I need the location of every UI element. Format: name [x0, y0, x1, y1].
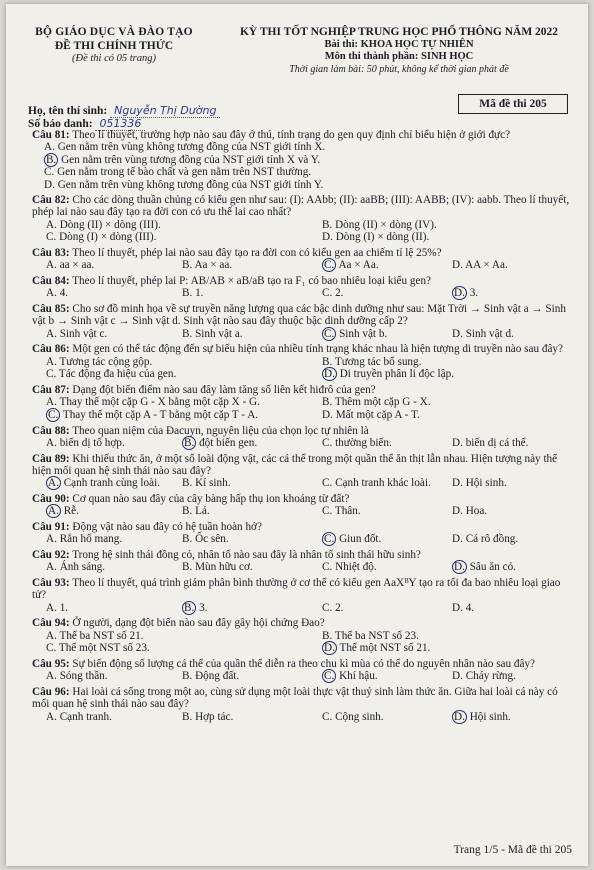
question-number: Câu 95:: [32, 658, 70, 671]
question-stem: [32, 658, 572, 670]
subject-title: Bài thi: KHOA HỌC TỰ NHIÊN: [324, 39, 474, 50]
ministry-name: BỘ GIÁO DỤC VÀ ĐÀO TẠO: [35, 26, 193, 38]
option-text: 1.: [56, 601, 69, 614]
question-text: Trong hệ sinh thái đồng cỏ, nhân tố nào sau đây là nhân tố sinh thái hữu sinh?: [69, 549, 421, 562]
option-text: aa × aa.: [56, 259, 95, 272]
answer-option[interactable]: [452, 259, 508, 271]
option-text: Rắn hổ mang.: [56, 533, 123, 546]
answer-option[interactable]: [32, 141, 572, 153]
question-text: Sự biến động số lượng cá thể của quần thể diễn ra theo chu kì mùa có thể do nguyên nhân nào sau đây?: [69, 658, 536, 671]
question-item: [32, 247, 572, 272]
option-letter: A.: [46, 396, 57, 409]
exam-code-box: Mã đề thi 205: [458, 94, 568, 114]
answer-option[interactable]: [46, 711, 112, 723]
question-stem: [32, 521, 572, 533]
question-item: [32, 617, 572, 655]
option-letter: B.: [322, 355, 333, 368]
option-text: Dòng (I) × dòng (II).: [332, 231, 430, 244]
question-stem: [32, 384, 572, 396]
question-item: [32, 303, 572, 340]
option-text: Sinh vật b.: [336, 327, 388, 340]
option-letter: A.: [48, 477, 59, 490]
answer-option[interactable]: [46, 477, 160, 489]
option-letter: A.: [46, 601, 57, 614]
option-letter: A.: [46, 710, 57, 723]
option-text: thường biến.: [332, 437, 392, 450]
question-text: Theo quan niệm của Đacuyn, nguyên liệu của chọn lọc tự nhiên là: [69, 424, 369, 437]
option-text: biến dị tổ hợp.: [56, 437, 125, 450]
option-text: Di truyền phân li độc lập.: [336, 368, 455, 381]
option-text: Cộng sinh.: [332, 710, 384, 723]
option-text: Cạnh tranh cùng loài.: [60, 477, 160, 490]
option-letter: D.: [322, 231, 333, 244]
question-item: [32, 194, 572, 244]
option-letter: A.: [46, 437, 57, 450]
option-letter: B.: [322, 218, 333, 231]
option-text: Kí sinh.: [192, 477, 231, 490]
answer-option[interactable]: [452, 602, 474, 614]
option-text: AA × Aa.: [462, 259, 508, 272]
option-letter: A.: [46, 259, 57, 272]
option-letter: A.: [46, 670, 57, 683]
question-number: Câu 85:: [32, 303, 70, 316]
answer-option[interactable]: [182, 505, 210, 517]
option-text: đột biến gen.: [196, 437, 258, 450]
answer-option[interactable]: [182, 533, 229, 545]
option-text: 4.: [462, 601, 475, 614]
answer-option[interactable]: [46, 219, 161, 231]
answer-option[interactable]: [46, 602, 68, 614]
header-right: [218, 26, 580, 75]
option-letter: B.: [322, 396, 333, 409]
answer-option[interactable]: [322, 642, 430, 654]
question-stem: [32, 425, 572, 437]
answer-option[interactable]: [46, 368, 176, 380]
question-item: [32, 577, 572, 614]
answer-option[interactable]: [46, 396, 260, 408]
option-row: [32, 409, 572, 422]
option-row: [32, 630, 572, 643]
option-text: Ốc sên.: [192, 533, 229, 546]
option-letter: D.: [452, 670, 463, 683]
option-letter: C.: [46, 368, 57, 381]
option-row: [32, 642, 572, 655]
option-text: Aa × aa.: [192, 259, 233, 272]
answer-option[interactable]: [46, 328, 107, 340]
option-row: [32, 396, 572, 409]
page-count: (Đề thi có 05 trang): [72, 53, 156, 64]
option-letter: D.: [454, 287, 465, 300]
name-value[interactable]: Nguyễn Thị Dường: [110, 104, 220, 118]
answer-option[interactable]: [182, 711, 233, 723]
official-label: ĐỀ THI CHÍNH THỨC: [54, 40, 174, 52]
question-stem: [32, 275, 572, 287]
answer-option[interactable]: [46, 670, 108, 682]
question-item: [32, 425, 572, 450]
option-text: Gen nằm trên vùng tương đồng của NST giới tính X và Y.: [58, 153, 321, 166]
answer-option[interactable]: [322, 231, 429, 243]
option-letter: A.: [48, 505, 59, 518]
option-letter: B.: [322, 629, 333, 642]
answer-option[interactable]: [452, 533, 518, 545]
question-item: [32, 384, 572, 422]
option-text: Thể một NST số 21.: [336, 642, 431, 655]
option-row: [32, 368, 572, 381]
option-letter: A.: [46, 287, 57, 300]
option-text: Thể ba NST số 21.: [56, 629, 144, 642]
answer-option[interactable]: [182, 328, 243, 340]
question-stem: [32, 493, 572, 505]
question-stem: [32, 577, 572, 602]
option-letter: D.: [452, 477, 463, 490]
option-text: Thân.: [332, 505, 361, 518]
answer-option[interactable]: [322, 533, 381, 545]
answer-option[interactable]: [182, 477, 231, 489]
option-text: Dòng (I) × dòng (III).: [56, 231, 157, 244]
option-text: Hoa.: [462, 505, 488, 518]
answer-option[interactable]: [452, 711, 511, 723]
option-row: [32, 328, 572, 341]
option-letter: D.: [452, 259, 463, 272]
answer-option[interactable]: [322, 602, 343, 614]
option-text: Gen nằm trong tế bào chất và gen nằm trên NST thường.: [54, 166, 312, 179]
option-letter: C.: [322, 710, 333, 723]
question-text: Theo lí thuyết, trường hợp nào sau đây ở thú, tính trạng do gen quy định chỉ biểu hiện ở giới đực?: [69, 129, 511, 141]
option-text: Dòng (II) × dòng (III).: [56, 218, 161, 231]
question-item: [32, 343, 572, 381]
option-letter: A.: [46, 561, 57, 574]
answer-option[interactable]: [46, 259, 94, 271]
option-letter: C.: [322, 437, 333, 450]
answer-option[interactable]: [452, 561, 516, 573]
name-label: Họ, tên thí sinh:: [28, 105, 108, 117]
answer-option[interactable]: [46, 630, 144, 642]
option-letter: B.: [182, 327, 193, 340]
answer-option[interactable]: [322, 409, 420, 421]
option-letter: C.: [322, 287, 333, 300]
option-text: 3.: [196, 601, 208, 614]
option-letter: B.: [182, 477, 193, 490]
option-text: Hợp tác.: [192, 710, 234, 723]
question-number: Câu 83:: [32, 247, 70, 260]
question-number: Câu 91:: [32, 521, 70, 534]
option-text: Tác động đa hiệu của gen.: [56, 368, 177, 381]
question-stem: [32, 129, 572, 141]
option-letter: C.: [322, 477, 333, 490]
answer-option[interactable]: [322, 711, 384, 723]
answer-option[interactable]: [182, 259, 232, 271]
option-text: biến dị cá thể.: [462, 437, 529, 450]
answer-option[interactable]: [46, 437, 125, 449]
answer-option[interactable]: [46, 231, 156, 243]
answer-option[interactable]: [46, 533, 122, 545]
question-text: Hai loài cá sống trong một ao, cùng sử dụng một loài thực vật thuỷ sinh làm thức ăn. Giữa hai loài cá này có mối quan hệ sinh thái nào sau đây?: [32, 686, 558, 711]
question-number: Câu 86:: [32, 343, 70, 356]
option-letter: B.: [182, 505, 193, 518]
answer-option[interactable]: [322, 670, 378, 682]
option-letter: A.: [46, 533, 57, 546]
option-letter: B.: [182, 533, 193, 546]
option-letter: C.: [46, 642, 57, 655]
question-number: Câu 84:: [32, 275, 70, 288]
question-number: Câu 92:: [32, 549, 70, 562]
option-row: [32, 477, 572, 490]
option-text: Nhiệt độ.: [332, 561, 377, 574]
exam-title: KỲ THI TỐT NGHIỆP TRUNG HỌC PHỔ THÔNG NĂM 2022: [239, 26, 559, 38]
option-letter: A.: [46, 629, 57, 642]
option-text: Sinh vật c.: [56, 327, 108, 340]
time-note: Thời gian làm bài: 50 phút, không kể thời gian phát đề: [289, 64, 509, 75]
option-letter: D.: [454, 710, 465, 723]
answer-option[interactable]: [182, 437, 257, 449]
option-row: [32, 219, 572, 232]
question-stem: [32, 247, 572, 259]
option-row: [32, 602, 572, 615]
option-text: 3.: [466, 287, 479, 300]
option-letter: B.: [182, 287, 193, 300]
question-item: [32, 521, 572, 546]
option-text: Hội sinh.: [462, 477, 507, 490]
question-number: Câu 90:: [32, 493, 70, 506]
answer-option[interactable]: [322, 437, 392, 449]
option-text: Cháy rừng.: [462, 670, 516, 683]
answer-option[interactable]: [452, 670, 516, 682]
answer-option[interactable]: [322, 630, 419, 642]
question-item: [32, 275, 572, 300]
component-title: Môn thi thành phần: SINH HỌC: [324, 51, 474, 62]
option-letter: B.: [182, 259, 193, 272]
option-letter: A.: [46, 218, 57, 231]
option-text: Sinh vật a.: [192, 327, 243, 340]
option-letter: B.: [182, 670, 193, 683]
answer-option[interactable]: [32, 166, 572, 178]
option-letter: C.: [322, 561, 333, 574]
option-letter: A.: [44, 141, 55, 154]
option-letter: D.: [454, 561, 465, 574]
question-stem: [32, 617, 572, 629]
option-letter: C.: [324, 670, 335, 683]
option-text: 2.: [332, 287, 344, 300]
option-letter: D.: [452, 505, 463, 518]
question-item: [32, 686, 572, 723]
answer-option[interactable]: [322, 287, 343, 299]
option-text: 2.: [332, 601, 344, 614]
option-letter: D.: [452, 601, 463, 614]
question-item: [32, 658, 572, 683]
answer-option[interactable]: [182, 561, 253, 573]
option-letter: D.: [322, 409, 333, 422]
question-list: [32, 126, 572, 723]
id-label: Số báo danh:: [28, 118, 93, 130]
option-row: [32, 259, 572, 272]
option-row: [32, 437, 572, 450]
answer-option[interactable]: [32, 154, 572, 166]
answer-option[interactable]: [322, 396, 431, 408]
question-text: Cơ quan nào sau đây của cây bàng hấp thụ ion khoáng từ đất?: [69, 493, 350, 506]
answer-option[interactable]: [322, 328, 387, 340]
answer-option[interactable]: [46, 561, 105, 573]
option-text: Dòng (II) × dòng (IV).: [332, 218, 437, 231]
answer-option[interactable]: [46, 505, 79, 517]
option-text: Cạnh tranh khác loài.: [332, 477, 431, 490]
option-letter: B.: [182, 710, 193, 723]
question-stem: [32, 453, 572, 478]
option-letter: D.: [324, 642, 335, 655]
question-text: Dạng đột biến điểm nào sau đây làm tăng số liên kết hiđrô của gen?: [69, 384, 376, 397]
answer-option[interactable]: [452, 287, 478, 299]
answer-option[interactable]: [46, 409, 258, 421]
header-left: [24, 26, 204, 64]
question-number: Câu 94:: [32, 617, 70, 630]
option-letter: D.: [44, 178, 55, 191]
question-number: Câu 88:: [32, 424, 70, 437]
option-text: Gen nằm trên vùng không tương đồng của NST giới tính Y.: [54, 178, 324, 191]
option-text: Khí hậu.: [336, 670, 378, 683]
option-row: [32, 533, 572, 546]
option-text: Lá.: [192, 505, 210, 518]
question-stem: [32, 194, 572, 219]
question-text: Theo lí thuyết, phép lai P: AB/AB × aB/aB tạo ra F₁ có bao nhiêu loại kiểu gen?: [69, 275, 432, 288]
option-text: Thay thế một cặp A - T bằng một cặp T - A.: [60, 409, 259, 422]
question-number: Câu 87:: [32, 384, 70, 397]
question-item: [32, 493, 572, 518]
option-letter: C.: [322, 505, 333, 518]
option-text: Hội sinh.: [466, 710, 511, 723]
question-stem: [32, 686, 572, 711]
answer-option[interactable]: [322, 505, 361, 517]
answer-option[interactable]: [46, 287, 68, 299]
option-letter: C.: [44, 166, 55, 179]
option-text: Thể một NST số 23.: [56, 642, 150, 655]
option-row: [32, 670, 572, 683]
question-number: Câu 96:: [32, 686, 70, 699]
option-row: [32, 711, 572, 724]
option-row: [32, 287, 572, 300]
option-letter: C.: [322, 601, 333, 614]
answer-option[interactable]: [452, 437, 528, 449]
question-item: [32, 453, 572, 490]
option-letter: C.: [48, 409, 59, 422]
question-number: Câu 93:: [32, 577, 70, 590]
question-number: Câu 89:: [32, 452, 70, 465]
option-text: Sinh vật d.: [462, 327, 514, 340]
option-row: [32, 231, 572, 244]
option-text: Thêm một cặp G - X.: [332, 396, 431, 409]
question-item: [32, 129, 572, 191]
option-text: Mùn hữu cơ.: [192, 561, 253, 574]
option-letter: B.: [184, 437, 195, 450]
option-text: 4.: [56, 287, 69, 300]
exam-sheet: [6, 4, 588, 866]
option-row: [32, 505, 572, 518]
question-text: Ở người, dạng đột biến nào sau đây gây hội chứng Đao?: [69, 617, 325, 630]
answer-option[interactable]: [322, 259, 379, 271]
option-letter: B.: [184, 601, 195, 614]
option-text: Aa × Aa.: [336, 259, 379, 272]
question-item: [32, 549, 572, 574]
answer-option[interactable]: [182, 287, 203, 299]
option-text: Cá rô đồng.: [462, 533, 519, 546]
option-text: Gen nằm trên vùng không tương đồng của NST giới tính X.: [54, 141, 326, 154]
question-stem: [32, 343, 572, 355]
option-text: Sóng thần.: [56, 670, 108, 683]
answer-option[interactable]: [452, 477, 507, 489]
answer-option[interactable]: [46, 642, 150, 654]
option-row: [32, 561, 572, 574]
option-letter: C.: [324, 327, 335, 340]
question-stem: [32, 303, 572, 328]
answer-option[interactable]: [182, 602, 207, 614]
id-value[interactable]: 051336: [95, 117, 145, 131]
option-letter: D.: [452, 327, 463, 340]
question-text: Theo lí thuyết, phép lai nào sau đây tạo ra đời con có kiểu gen aa chiếm tỉ lệ 25%?: [69, 247, 442, 260]
option-text: 1.: [192, 287, 204, 300]
option-text: Động đất.: [192, 670, 240, 683]
option-row: [32, 356, 572, 369]
option-letter: D.: [452, 437, 463, 450]
option-letter: D.: [452, 533, 463, 546]
option-text: Giun đốt.: [336, 533, 382, 546]
option-text: Thể ba NST số 23.: [332, 629, 419, 642]
option-text: Tương tác bổ sung.: [332, 355, 422, 368]
answer-option[interactable]: [452, 505, 487, 517]
answer-option[interactable]: [322, 368, 454, 380]
option-text: Ánh sáng.: [56, 561, 106, 574]
question-number: Câu 81:: [32, 129, 70, 141]
option-letter: B.: [46, 153, 57, 166]
question-number: Câu 82:: [32, 194, 70, 207]
question-text: Một gen có thể tác động đến sự biểu hiện của nhiều tính trạng khác nhau là hiện tượng di truyền nào sau đây?: [69, 343, 563, 356]
question-text: Động vật nào sau đây có hệ tuần hoàn hở?: [69, 521, 262, 534]
question-text: Khi thiếu thức ăn, ở một số loài động vật, các cá thể trong một quần thể ăn thịt lẫn nhau. Hiện tượng này thể hiện mối quan hệ sinh thái nào sau đây?: [32, 452, 558, 478]
answer-option[interactable]: [182, 670, 239, 682]
answer-option[interactable]: [322, 561, 377, 573]
option-letter: C.: [324, 533, 335, 546]
answer-option[interactable]: [46, 356, 152, 368]
option-text: Sâu ăn cỏ.: [466, 561, 516, 574]
answer-option[interactable]: [322, 219, 437, 231]
option-text: Cạnh tranh.: [56, 710, 112, 723]
option-letter: C.: [324, 259, 335, 272]
option-letter: A.: [46, 355, 57, 368]
option-text: Thay thế một cặp G - X bằng một cặp X - G.: [56, 396, 260, 409]
option-text: Rễ.: [60, 505, 79, 518]
answer-option[interactable]: [452, 328, 514, 340]
page-footer: Trang 1/5 - Mã đề thi 205: [453, 844, 572, 856]
option-text: Tương tác cộng gộp.: [56, 355, 153, 368]
question-stem: [32, 549, 572, 561]
question-text: Cho sơ đồ minh họa về sự truyền năng lượng qua các bậc dinh dưỡng như sau: Mặt Trời → Sinh vật a → Sinh vật b → Sinh vật c → Sinh vật d. Sinh vật nào sau đây thuộc bậc dinh dưỡng cấp 2?: [32, 303, 566, 328]
option-letter: C.: [46, 231, 57, 244]
option-text: Mất một cặp A - T.: [332, 409, 420, 422]
answer-option[interactable]: [322, 356, 421, 368]
answer-option[interactable]: [322, 477, 431, 489]
answer-option[interactable]: [32, 179, 572, 191]
option-letter: D.: [324, 368, 335, 381]
question-text: Theo lí thuyết, quá trình giảm phân bình thường ở cơ thể có kiểu gen AaXᴮY tạo ra tối đa bao nhiêu loại giao tử?: [32, 577, 561, 602]
question-text: Cho các dòng thuần chủng có kiểu gen như sau: (I): AAbb; (II): aaBB; (III): AABB; (IV): aabb. Theo lí thuyết, phép lai nào sau đây tạo ra đời con có ưu thế lai cao nhất?: [32, 194, 570, 219]
option-letter: A.: [46, 327, 57, 340]
option-letter: B.: [182, 561, 193, 574]
